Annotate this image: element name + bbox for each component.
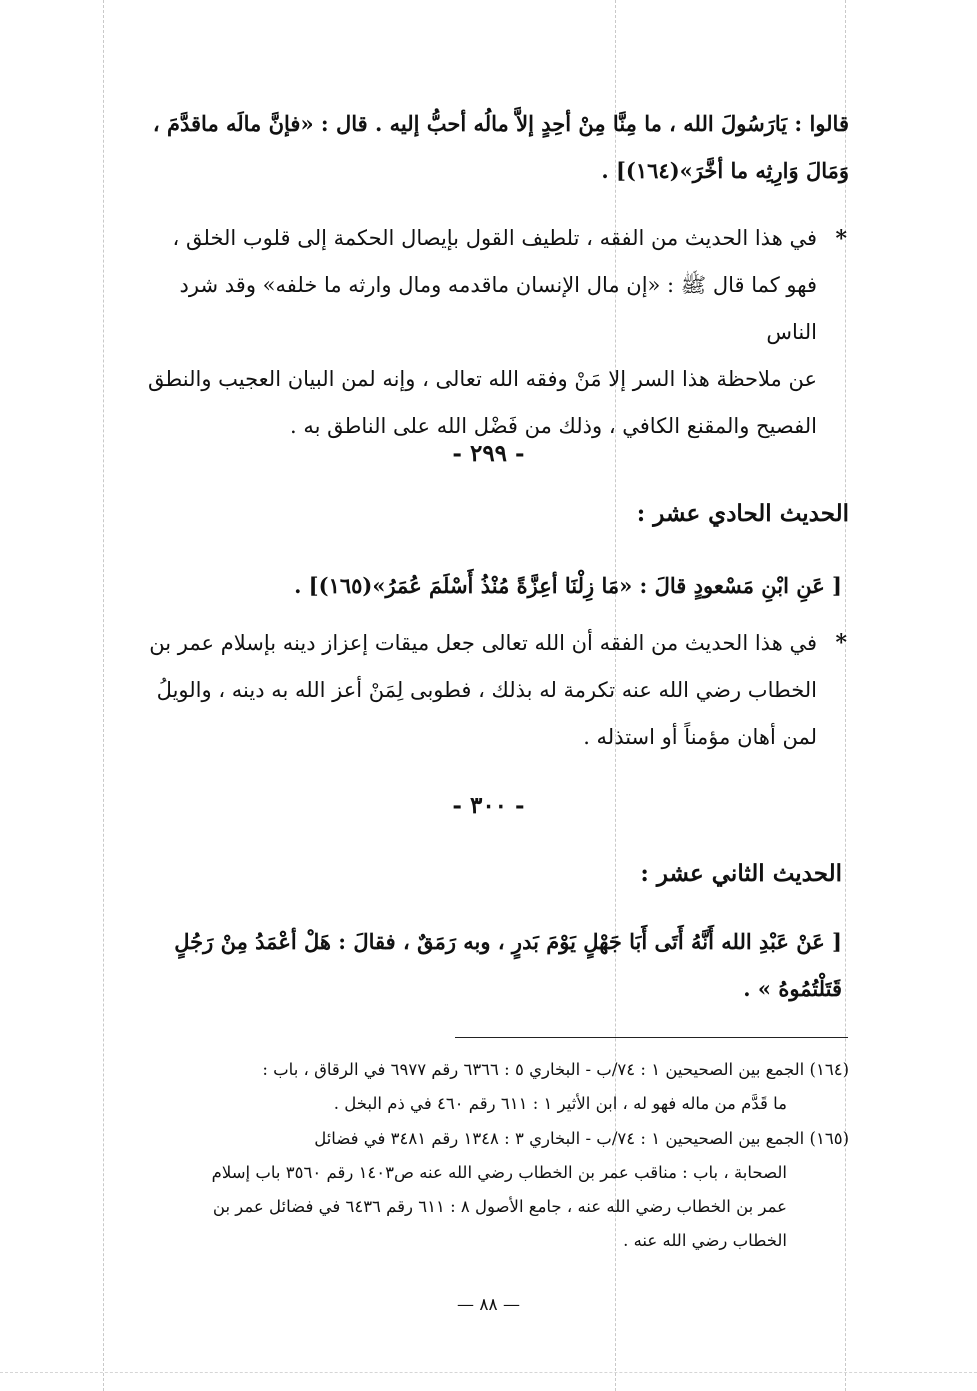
footnote-text: الجمع بين الصحيحين ١ : ٧٤/ب - البخاري ٥ : ٦٣٦٦ رقم ٦٩٧٧ في الرقاق ، باب : — [262, 1060, 805, 1079]
footnote — [109, 1122, 849, 1258]
hadith-heading: الحديث الحادي عشر : — [636, 500, 849, 527]
hadith-text — [122, 918, 842, 1012]
text-line: الفصيح والمقنع الكافي ، وذلك من فَضْل الله على الناطق به . — [290, 414, 817, 438]
text-line: قالوا : يَارَسُولَ الله ، ما مِنَّا مِنْ أحِدٍ إلاَّ مالُه أحبُّ إليه . قال : «فإنَّ مالَه ماقدَّمَ ، — [152, 111, 849, 136]
quote-end-paragraph — [129, 100, 849, 194]
text-line: في هذا الحديث من الفقه أن الله تعالى جعل ميقات إعزاز دينه بإسلام عمر بن — [149, 631, 817, 655]
footnote-separator — [455, 1037, 848, 1038]
asterisk-icon: * — [835, 226, 847, 252]
footnote-number: (١٦٤) — [809, 1060, 849, 1079]
commentary-paragraph — [127, 620, 817, 761]
footnote-number: (١٦٥) — [809, 1129, 849, 1148]
hadith-number: - ٣٠٠ - — [452, 792, 525, 819]
footnote-text: ما قَدَّم من ماله فهو له ، ابن الأثير ١ : ٦١١ رقم ٤٦٠ في ذم البخل . — [333, 1094, 787, 1113]
footnote-text: الخطاب رضي الله عنه . — [623, 1231, 787, 1250]
page-number: — ٨٨ — — [456, 1295, 521, 1315]
footnote-line — [109, 1053, 849, 1087]
scan-guide-bottom — [0, 1372, 977, 1373]
scan-guide-left — [103, 0, 104, 1391]
hadith-heading: الحديث الثاني عشر : — [640, 860, 842, 887]
footnote-text: عمر بن الخطاب رضي الله عنه ، جامع الأصول ٨ : ٦١١ رقم ٦٤٣٦ في فضائل عمر بن — [212, 1197, 787, 1216]
footnote-text: الجمع بين الصحيحين ١ : ٧٤/ب - البخاري ٣ : ١٣٤٨ رقم ٣٤٨١ في فضائل — [314, 1129, 805, 1148]
text-line: عن ملاحظة هذا السر إلا مَنْ وفقه الله تعالى ، وإنه لمن البيان العجيب والنطق — [148, 367, 817, 391]
hadith-text: [ عَنِ ابْنِ مَسْعودٍ قالَ : «مَا زِلْنَا أعِزَّةً مُنْذُ أَسْلَمَ عُمَرُ»(١٦٥)] . — [294, 573, 842, 598]
text-line: [ عَنْ عَبْدِ الله أَنَّهُ أَتَى أَبَا جَهْلٍ يَوْمَ بَدرٍ ، وبه رَمَقٌ ، فقالَ : هَلْ أعْمَدُ مِنْ رَجُلٍ — [174, 929, 842, 954]
text-line: لمن أهان مؤمناً أو استذله . — [583, 725, 817, 749]
text-line: الخطاب رضي الله عنه تكرمة له بذلك ، فطوبى لِمَنْ أعز الله به دينه ، والويلُ — [156, 678, 817, 702]
text-line: في هذا الحديث من الفقه ، تلطيف القول بإيصال الحكمة إلى قلوب الخلق ، — [172, 226, 817, 250]
hadith-number: - ٢٩٩ - — [452, 440, 525, 467]
text-line: وَمَالَ وَارِثِه ما أخَّرَ»(١٦٤)] . — [601, 158, 849, 183]
footnote-text: الصحابة ، باب : مناقب عمر بن الخطاب رضي الله عنه ص١٤٠٣ رقم ٣٥٦٠ باب إسلام — [211, 1163, 787, 1182]
commentary-paragraph — [127, 215, 817, 450]
text-line: فهو كما قال ﷺ : «إن مال الإنسان ماقدمه ومال وارثه ما خلفه» وقد شرد الناس — [179, 273, 817, 344]
footnote-line — [109, 1122, 849, 1156]
text-line: قَتَلْتُمُوهُ » . — [743, 976, 842, 1001]
asterisk-icon: * — [835, 630, 847, 656]
footnote — [109, 1053, 849, 1121]
